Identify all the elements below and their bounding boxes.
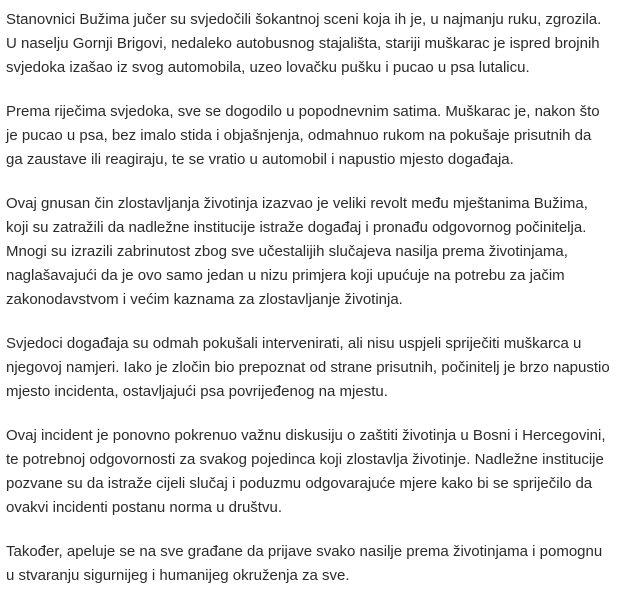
article-paragraph: Svjedoci događaja su odmah pokušali intervenirati, ali nisu uspjeli spriječiti muškarca u njegovoj namjeri. Iako je zločin bio prepoznat od strane prisutnih, počinitelj je brzo napustio mjesto incidenta, ostavljajući psa povrijeđenog na mjestu.: [6, 335, 610, 400]
article-paragraph: Ovaj incident je ponovno pokrenuo važnu diskusiju o zaštiti životinja u Bosni i Hercegovini, te potrebnoj odgovornosti za svakog pojedinca koji zlostavlja životinje. Nadležne institucije pozvane su da istraže cijeli slučaj i poduzmu odgovarajuće mjere kako bi se spriječilo da ovakvi incidenti postanu norma u društvu.: [6, 427, 606, 516]
article-paragraph: Ovaj gnusan čin zlostavljanja životinja izazvao je veliki revolt među mještanima Bužima, koji su zatražili da nadležne institucije istraže događaj i pronađu odgovornog počinitelja. Mnogi su izrazili zabrinutost zbog sve učestalijih slučajeva nasilja prema životinjama, naglašavajući da je ovo samo jedan u nizu primjera koji upućuje na potrebu za jačim zakonodavstvom i većim kaznama za zlostavljanje životinja.: [6, 195, 588, 308]
article-paragraph: Također, apeluje se na sve građane da prijave svako nasilje prema životinjama i pomognu u stvaranju sigurnijeg i humanijeg okruženja za sve.: [6, 543, 603, 584]
article-paragraph: Stanovnici Bužima jučer su svjedočili šokantnoj sceni koja ih je, u najmanju ruku, zgrozila. U naselju Gornji Brigovi, nedaleko autobusnog stajališta, stariji muškarac je ispred brojnih svjedoka izašao iz svog automobila, uzeo lovačku pušku i pucao u psa lutalicu.: [6, 11, 602, 76]
article-paragraph: Prema riječima svjedoka, sve se dogodilo u popodnevnim satima. Muškarac je, nakon što je pucao u psa, bez imalo stida i objašnjenja, odmahnuo rukom na pokušaje prisutnih da ga zaustave ili reagiraju, te se vratio u automobil i napustio mjesto događaja.: [6, 103, 600, 168]
